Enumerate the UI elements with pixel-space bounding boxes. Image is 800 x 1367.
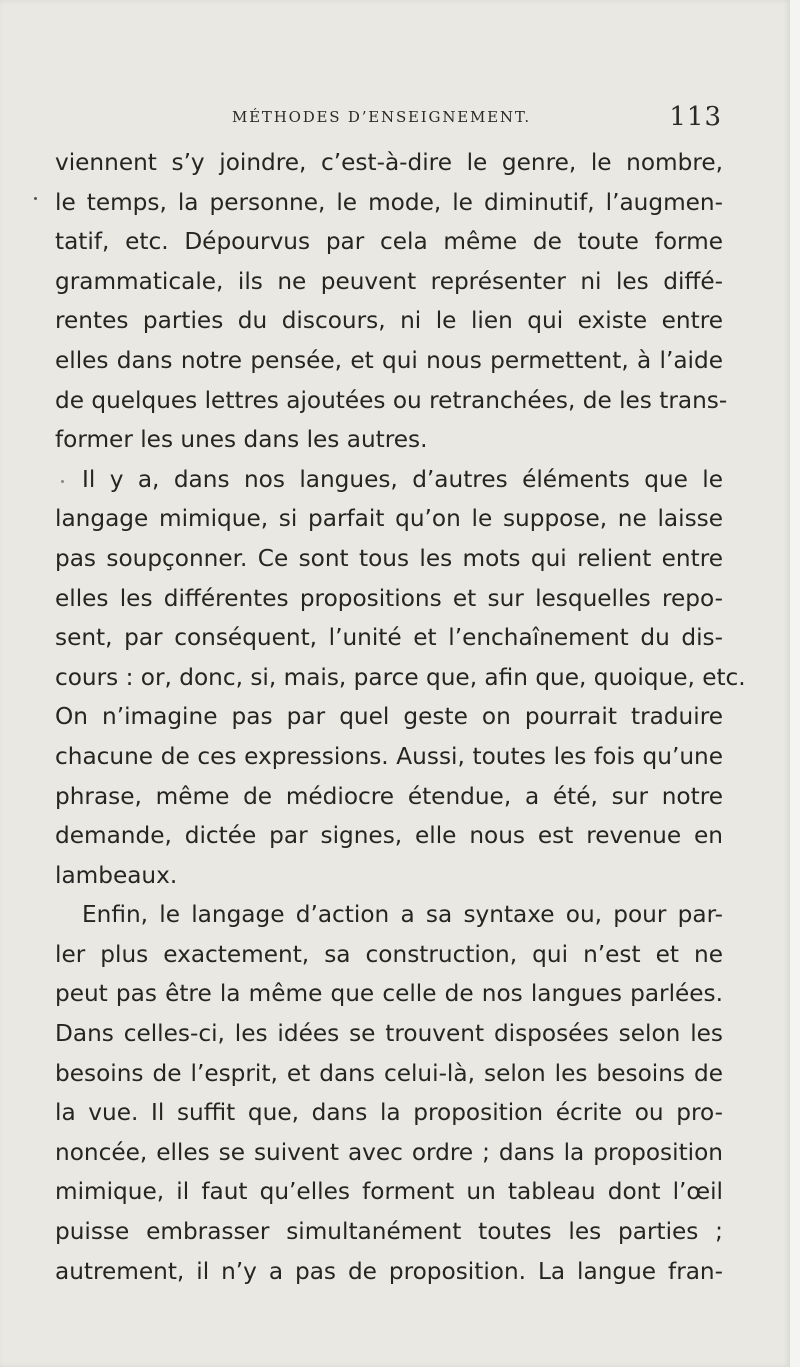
running-head: MÉTHODES D’ENSEIGNEMENT. [232, 108, 531, 126]
text-line: cours : or, donc, si, mais, parce que, afin que, quoique, etc. [55, 663, 746, 691]
text-line: On n’imagine pas par quel geste on pourrait traduire [55, 703, 723, 731]
text-line: demande, dictée par signes, elle nous est revenue en [55, 822, 723, 850]
page-header [232, 102, 722, 134]
ink-speck [34, 197, 37, 200]
text-line: besoins de l’esprit, et dans celui-là, selon les besoins de [55, 1059, 723, 1087]
text-line: mimique, il faut qu’elles forment un tableau dont l’œil [55, 1178, 723, 1206]
text-line: peut pas être la même que celle de nos langues parlées. [55, 980, 723, 1008]
text-line: chacune de ces expressions. Aussi, toutes les fois qu’une [55, 742, 723, 770]
text-line: elles les différentes propositions et sur lesquelles repo- [55, 584, 723, 612]
text-line: rentes parties du discours, ni le lien qui existe entre [55, 307, 723, 335]
text-line: phrase, même de médiocre étendue, a été, sur notre [55, 782, 723, 810]
text-line: elles dans notre pensée, et qui nous permettent, à l’aide [55, 346, 723, 374]
text-line: puisse embrasser simultanément toutes les parties ; [55, 1218, 723, 1246]
text-line: autrement, il n’y a pas de proposition. La langue fran- [55, 1257, 723, 1285]
text-line: tatif, etc. Dépourvus par cela même de toute forme [55, 228, 723, 256]
text-line: Enfin, le langage d’action a sa syntaxe ou, pour par- [82, 901, 723, 929]
text-line: sent, par conséquent, l’unité et l’enchaînement du dis- [55, 624, 723, 652]
text-line: langage mimique, si parfait qu’on le suppose, ne laisse [55, 505, 723, 533]
text-line: de quelques lettres ajoutées ou retranchées, de les trans- [55, 386, 728, 414]
page-number: 113 [669, 102, 722, 132]
text-line: le temps, la personne, le mode, le diminutif, l’augmen- [55, 188, 723, 216]
text-line: noncée, elles se suivent avec ordre ; dans la proposition [55, 1138, 723, 1166]
text-line: Il y a, dans nos langues, d’autres éléments que le [82, 465, 723, 493]
text-line: former les unes dans les autres. [55, 426, 428, 454]
text-line: viennent s’y joindre, c’est-à-dire le genre, le nombre, [55, 149, 723, 176]
text-line: lambeaux. [55, 861, 178, 889]
text-line: la vue. Il suffit que, dans la proposition écrite ou pro- [55, 1099, 723, 1127]
text-line: Dans celles-ci, les idées se trouvent disposées selon les [55, 1020, 723, 1048]
text-line: pas soupçonner. Ce sont tous les mots qui relient entre [55, 544, 723, 572]
text-line: grammaticale, ils ne peuvent représenter ni les diffé- [55, 267, 723, 295]
body-text [55, 143, 746, 1291]
text-line: ler plus exactement, sa construction, qui n’est et ne [55, 940, 723, 968]
